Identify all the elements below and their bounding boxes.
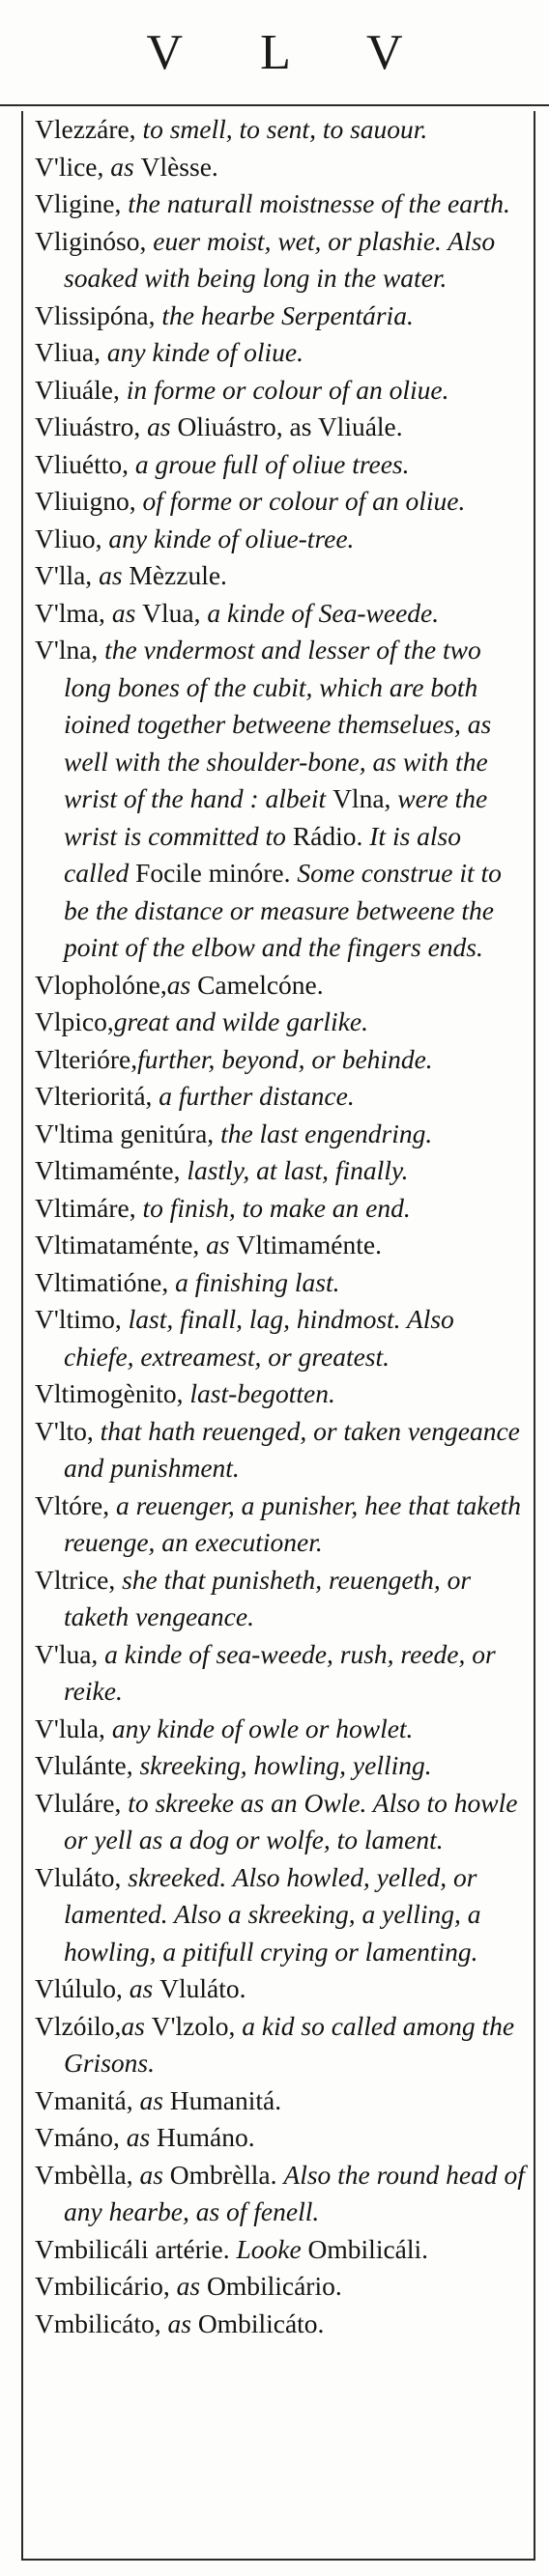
entry-cross-reference: Ombilicário. — [206, 2271, 342, 2301]
entry-definition: any kinde of oliue-tree. — [101, 523, 355, 553]
header-rule — [0, 104, 549, 106]
entry-definition: last-begotten. — [183, 1378, 335, 1408]
dictionary-entry — [35, 1487, 526, 1562]
entry-headword: Vliuástro, — [35, 411, 141, 441]
entry-headword: V'lto, — [35, 1415, 94, 1446]
entries-list — [35, 111, 526, 2342]
dictionary-entry — [35, 1375, 526, 1413]
entry-headword: V'ltima genitúra, — [35, 1118, 215, 1148]
running-head: V L V — [146, 24, 436, 80]
entry-headword: Vmbèlla, — [35, 2159, 133, 2190]
entry-definition: Also the round head of any hearbe, as of fenell. — [64, 2159, 525, 2226]
entry-cross-reference: Ombrèlla. — [169, 2159, 284, 2190]
dictionary-entry — [35, 1301, 526, 1375]
entry-definition: further, beyond, or behinde. — [137, 1043, 433, 1074]
entry-headword: Vmbilicáli artérie. — [35, 2233, 230, 2264]
entry-headword: Vlpico, — [35, 1006, 114, 1036]
dictionary-entry — [35, 1636, 526, 1711]
entry-definition: as — [103, 151, 141, 182]
dictionary-entry — [35, 334, 526, 372]
entry-definition: any kinde of owle or howlet. — [104, 1713, 414, 1743]
entry-cross-reference: Vlua, — [142, 597, 208, 628]
entry-headword: Vltimataménte, — [35, 1230, 200, 1260]
dictionary-entry — [35, 1264, 526, 1302]
entry-definition: any kinde of oliue. — [100, 337, 303, 367]
dictionary-entry — [35, 185, 526, 223]
entry-cross-reference: Vltimaménte. — [236, 1230, 382, 1260]
entry-headword: Vliuále, — [35, 374, 120, 405]
dictionary-entry — [35, 2231, 526, 2269]
entry-headword: Vlissipóna, — [35, 299, 156, 330]
dictionary-entry — [35, 1041, 526, 1079]
dictionary-entry — [35, 111, 526, 149]
dictionary-entry — [35, 1562, 526, 1636]
dictionary-entry — [35, 1190, 526, 1228]
entry-cross-reference: Oliuástro, as Vliuále. — [177, 411, 403, 441]
entry-definition: as — [132, 2084, 170, 2115]
entry-headword: V'lua, — [35, 1638, 99, 1669]
entry-definition: a kinde of Sea-weede. — [207, 597, 440, 628]
entry-definition: to smell, to sent, to sauour. — [135, 114, 428, 144]
entry-headword: Vlulánte, — [35, 1750, 133, 1780]
entry-cross-reference: Ombilicáli. — [307, 2233, 429, 2264]
entry-definition: of forme or colour of an oliue. — [135, 486, 466, 516]
entry-headword: Vliua, — [35, 337, 101, 367]
entry-headword: Vligine, — [35, 188, 122, 218]
dictionary-entry — [35, 2306, 526, 2343]
entry-cross-reference: Ombilicáto. — [197, 2307, 325, 2338]
entry-definition: last, finall, lag, hindmost. Also chiefe, extreamest, or greatest. — [64, 1304, 454, 1372]
entry-headword: Vltimogènito, — [35, 1378, 184, 1408]
entries-column — [21, 111, 535, 2561]
dictionary-entry — [35, 2082, 526, 2120]
dictionary-entry — [35, 595, 526, 633]
entry-headword: Vlopholóne, — [35, 969, 167, 1000]
entry-cross-reference: Focile minóre. — [135, 858, 298, 888]
dictionary-entry — [35, 372, 526, 410]
entry-definition: the vndermost and lesser of the two long bones of the cubit, which are both ioined together betweene themselues, as well with the shoulder-bone, as with the wrist of the hand : albeit — [64, 635, 492, 813]
entry-headword: Vltimáre, — [35, 1192, 136, 1223]
entry-headword: Vlúlulo, — [35, 1973, 123, 2003]
dictionary-entry — [35, 1004, 526, 1041]
dictionary-entry — [35, 446, 526, 484]
entry-definition: euer moist, wet, or plashie. Also soaked with being long in the water. — [64, 225, 496, 293]
entry-cross-reference: Humanitá. — [169, 2084, 282, 2115]
dictionary-entry — [35, 1116, 526, 1153]
entry-definition: she that punisheth, reuengeth, or taketh vengeance. — [64, 1564, 472, 1631]
dictionary-entry — [35, 632, 526, 967]
entry-cross-reference: Vlèsse. — [140, 151, 218, 182]
dictionary-entry — [35, 2268, 526, 2306]
dictionary-entry — [35, 409, 526, 446]
entry-headword: Vluláre, — [35, 1787, 122, 1818]
entry-headword: V'lula, — [35, 1713, 105, 1743]
entry-definition: as — [160, 2307, 198, 2338]
entry-headword: Vliuigno, — [35, 486, 136, 516]
entry-headword: Vliuétto, — [35, 448, 130, 479]
entry-definition: Looke — [229, 2233, 308, 2264]
entry-headword: V'lma, — [35, 597, 105, 628]
dictionary-entry — [35, 1747, 526, 1785]
dictionary-entry — [35, 149, 526, 186]
entry-definition: a reuenger, a punisher, hee that taketh reuenge, an executioner. — [64, 1489, 522, 1557]
dictionary-entry — [35, 1227, 526, 1264]
entry-definition: to finish, to make an end. — [135, 1192, 411, 1223]
entry-definition: a kinde of sea-weede, rush, reede, or reike. — [64, 1638, 496, 1706]
dictionary-entry — [35, 2119, 526, 2157]
entry-headword: Vlzóilo, — [35, 2010, 122, 2041]
entry-definition: as — [169, 2271, 207, 2301]
entry-headword: Vluláto, — [35, 1861, 122, 1892]
dictionary-entry — [35, 1152, 526, 1190]
entry-definition: as — [166, 969, 198, 1000]
entry-cross-reference: Mèzzule. — [129, 560, 227, 590]
entry-headword: Vltimaménte, — [35, 1155, 181, 1185]
entry-definition: as — [199, 1230, 237, 1260]
entry-definition: great and wilde garlike. — [113, 1006, 368, 1036]
entry-headword: Vmanitá, — [35, 2084, 133, 2115]
dictionary-entry — [35, 2157, 526, 2231]
entry-definition: to skreeke as an Owle. Also to howle or yell as a dog or wolfe, to lament. — [64, 1787, 518, 1854]
entry-definition: were the wrist is committed to — [64, 783, 488, 851]
entry-definition: as — [92, 560, 130, 590]
entry-headword: Vmbilicário, — [35, 2271, 170, 2301]
entry-definition: skreeked. Also howled, yelled, or lamented. Also a skreeking, a yelling, a howling, a pitifull crying or lamenting. — [64, 1861, 481, 1967]
dictionary-entry — [35, 2008, 526, 2082]
page-header — [0, 0, 549, 104]
entry-cross-reference: V'lzolo, — [151, 2010, 243, 2041]
entry-definition: the hearbe Serpentária. — [155, 299, 414, 330]
entry-definition: as — [132, 2159, 170, 2190]
entry-definition: the naturall moistnesse of the earth. — [121, 188, 510, 218]
entry-headword: Vliginóso, — [35, 225, 147, 256]
entry-headword: Vlterióre, — [35, 1043, 138, 1074]
entry-definition: It is also called — [64, 820, 461, 888]
entry-headword: V'lna, — [35, 635, 99, 665]
dictionary-entry — [35, 1785, 526, 1859]
entry-headword: V'lla, — [35, 560, 93, 590]
dictionary-entry — [35, 1078, 526, 1116]
entry-definition: as — [121, 2010, 152, 2041]
entry-cross-reference: Camelcóne. — [197, 969, 324, 1000]
entry-cross-reference: Vluláto. — [159, 1973, 246, 2003]
entry-definition: as — [104, 597, 143, 628]
dictionary-entry — [35, 223, 526, 297]
entry-definition: Some construe it to be the distance or measure betweene the point of the elbow and the fingers ends. — [64, 858, 502, 962]
dictionary-entry — [35, 1859, 526, 1971]
entry-definition: the last engendring. — [214, 1118, 433, 1148]
dictionary-entry — [35, 1413, 526, 1487]
entry-headword: Vliuo, — [35, 523, 102, 553]
entry-definition: a further distance. — [152, 1081, 355, 1111]
entry-definition: as — [122, 1973, 160, 2003]
entry-definition: skreeking, howling, yelling. — [132, 1750, 432, 1780]
entry-cross-reference: Humáno. — [157, 2122, 255, 2152]
entry-headword: Vmbilicáto, — [35, 2307, 161, 2338]
dictionary-entry — [35, 297, 526, 335]
dictionary-entry — [35, 557, 526, 595]
entry-headword: Vltrice, — [35, 1564, 116, 1595]
dictionary-entry — [35, 1711, 526, 1748]
dictionary-entry — [35, 521, 526, 558]
entry-definition: a kid so called among the Grisons. — [64, 2010, 515, 2078]
entry-headword: Vmáno, — [35, 2122, 120, 2152]
entry-definition: a finishing last. — [168, 1266, 340, 1297]
entry-headword: V'lice, — [35, 151, 104, 182]
entry-headword: Vltóre, — [35, 1489, 110, 1520]
dictionary-entry — [35, 967, 526, 1005]
entry-definition: a groue full of oliue trees. — [129, 448, 410, 479]
entry-definition: in forme or colour of an oliue. — [119, 374, 449, 405]
entry-definition: as — [140, 411, 178, 441]
entry-headword: Vlterioritá, — [35, 1081, 153, 1111]
entry-cross-reference: Rádio. — [292, 820, 370, 851]
entry-definition: that hath reuenged, or taken vengeance and punishment. — [64, 1415, 520, 1483]
entry-cross-reference: Vlna, — [332, 783, 398, 813]
dictionary-entry — [35, 483, 526, 521]
entry-definition: lastly, at last, finally. — [180, 1155, 409, 1185]
entry-headword: V'ltimo, — [35, 1304, 122, 1334]
entry-headword: Vlezzáre, — [35, 114, 136, 144]
dictionary-entry — [35, 1970, 526, 2008]
entry-definition: as — [119, 2122, 158, 2152]
entry-headword: Vltimatióne, — [35, 1266, 169, 1297]
